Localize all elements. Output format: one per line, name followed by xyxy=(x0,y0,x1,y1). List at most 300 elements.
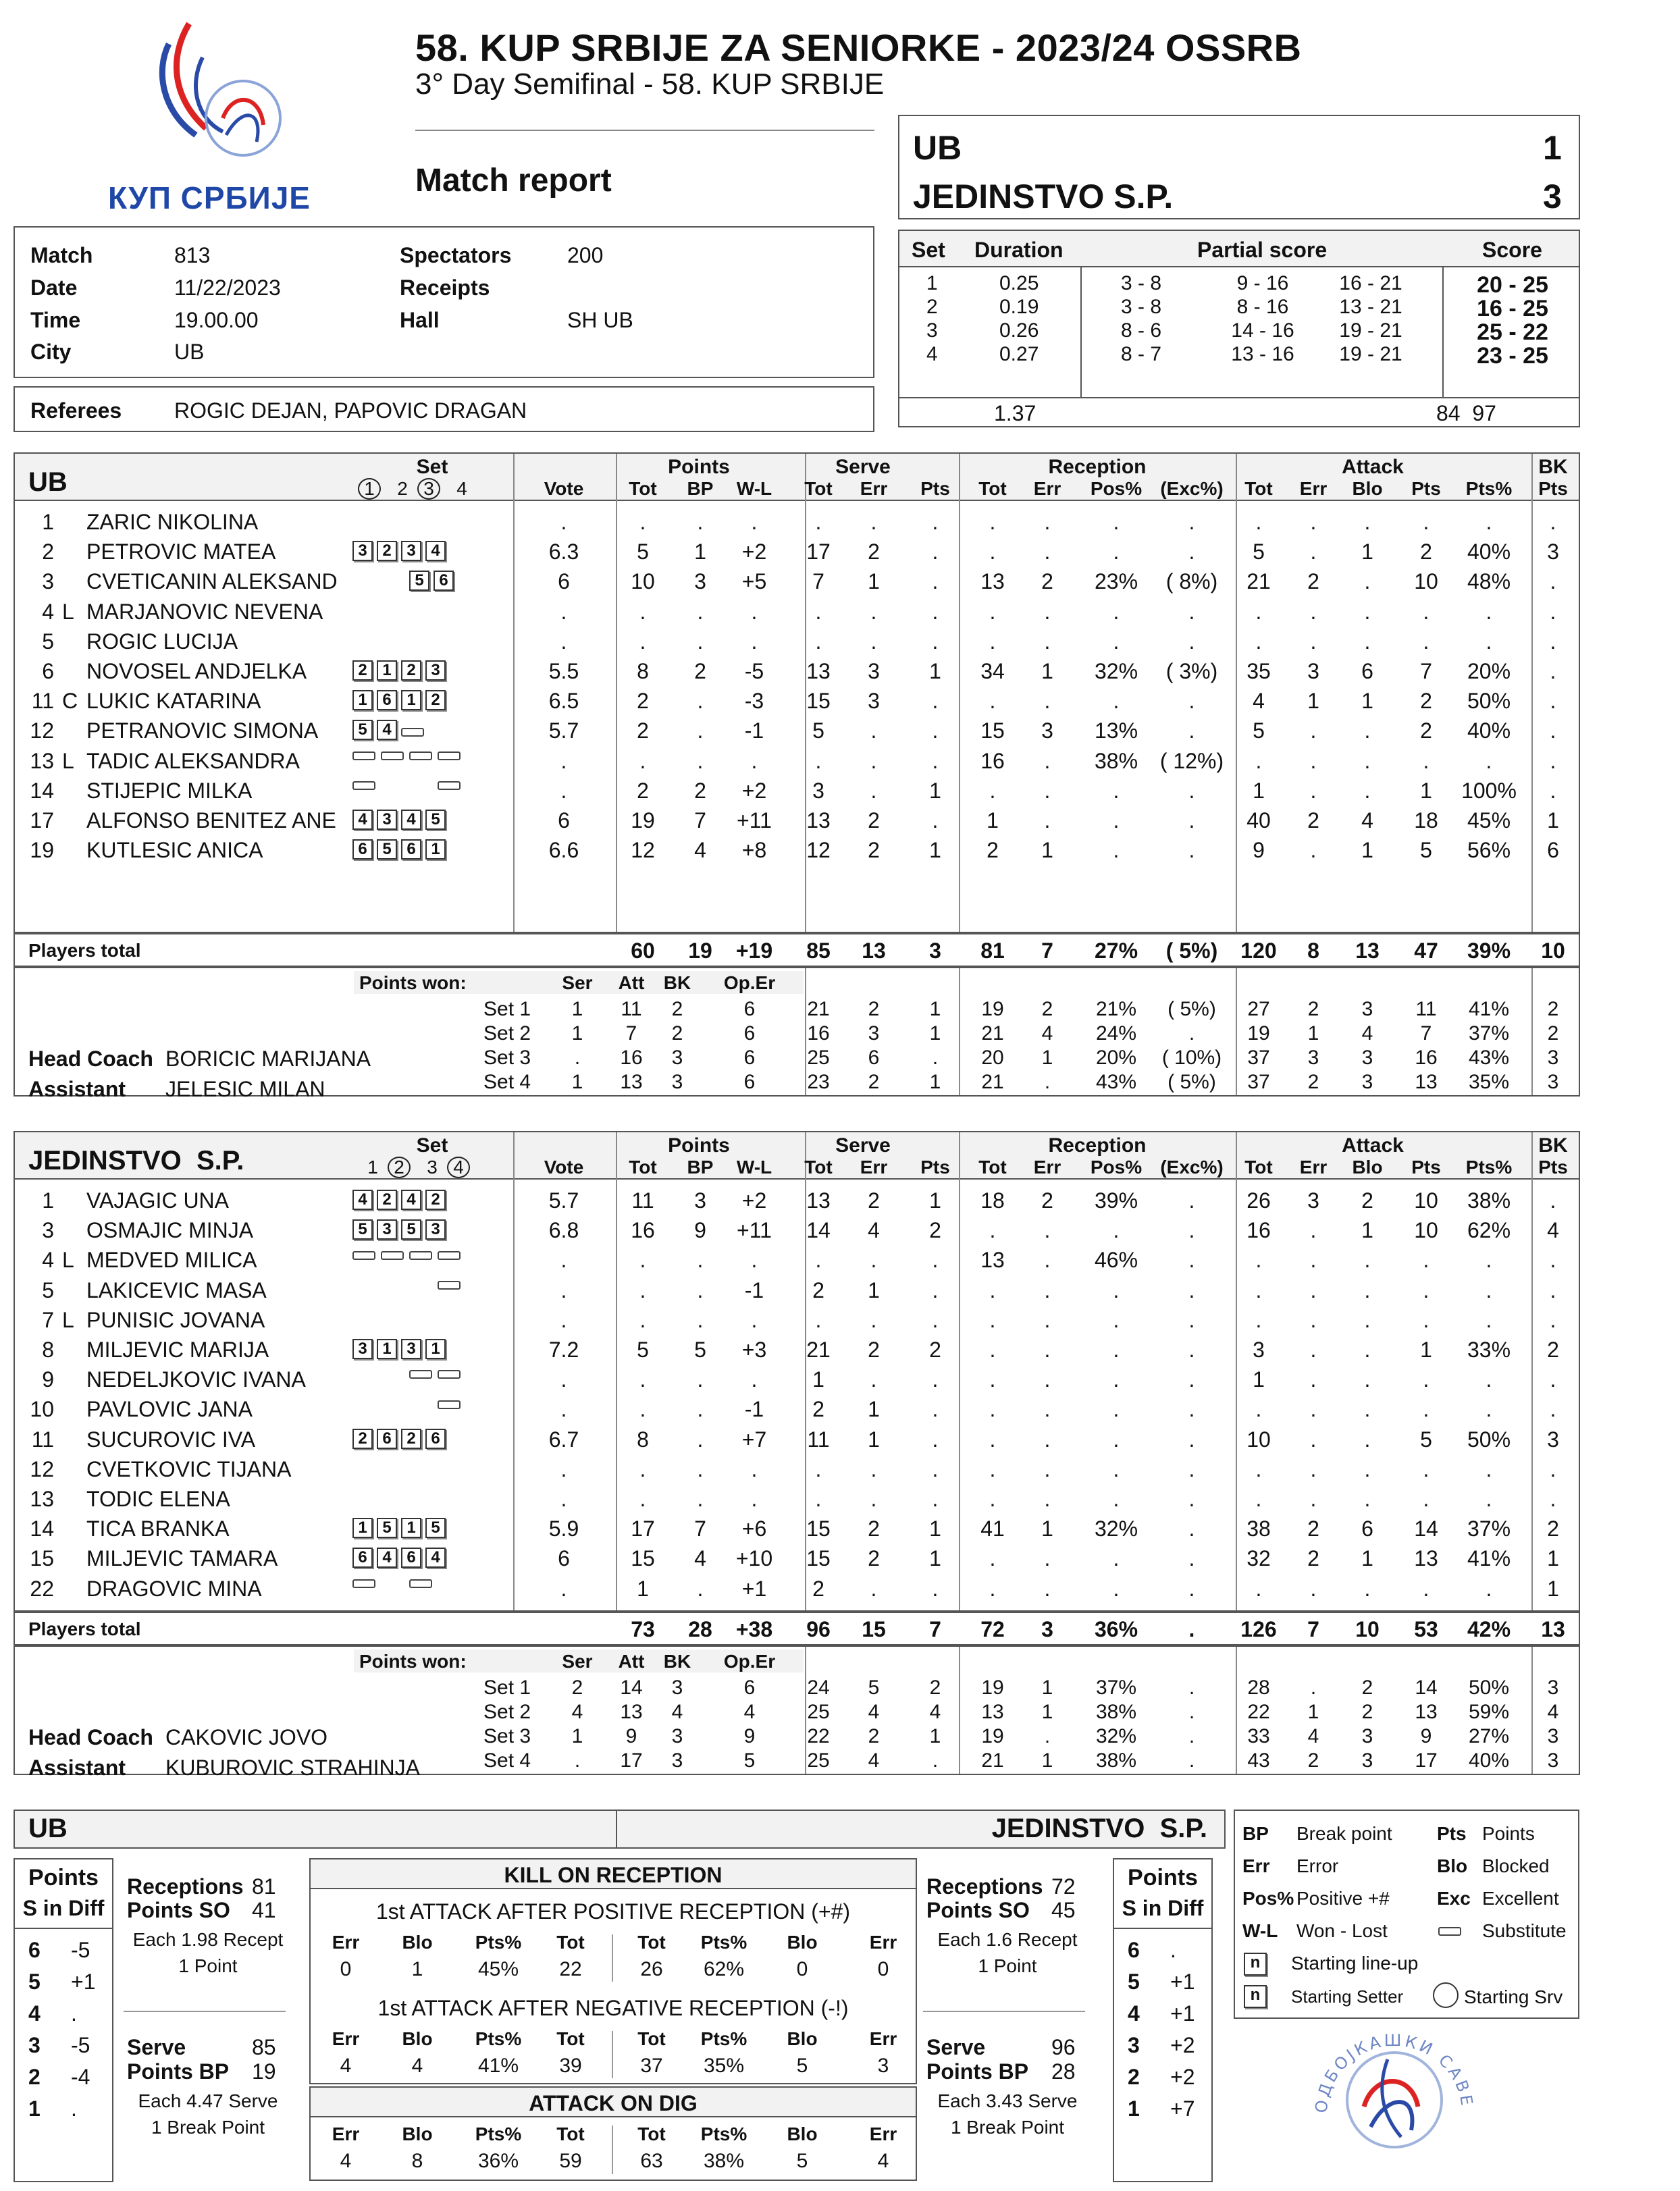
player-stat: 40% xyxy=(1467,539,1511,564)
legend-setter: Starting Setter xyxy=(1291,1986,1404,2007)
player-stat: 16 xyxy=(631,1218,655,1243)
player-set-positions xyxy=(352,750,466,762)
right-so-label: Points SO xyxy=(926,1898,1030,1922)
negative-reception-col-header: Pts% xyxy=(700,2028,747,2049)
player-stat: 2 xyxy=(1420,689,1432,714)
player-stat: . xyxy=(1044,539,1051,564)
left-receptions-value: 81 xyxy=(252,1874,276,1899)
player-number: 13 xyxy=(30,748,54,773)
player-stat: . xyxy=(870,718,877,743)
set-stat-value: . xyxy=(932,1749,939,1772)
points-won-value: 4 xyxy=(671,1701,683,1723)
player-number: 2 xyxy=(42,539,54,564)
team2-subheader-vote: Vote xyxy=(544,1157,584,1178)
player-number: 5 xyxy=(42,629,54,654)
total-stat: 27% xyxy=(1094,939,1138,963)
total-stat: 3 xyxy=(1041,1617,1053,1641)
set-stat-value: 3 xyxy=(1361,1749,1373,1772)
starting-position-box: 6 xyxy=(401,839,421,860)
player-stat: 2 xyxy=(1307,808,1319,833)
set-stat-value: ( 5%) xyxy=(1167,998,1216,1020)
player-stat: -5 xyxy=(744,659,764,683)
negative-reception-value: 4 xyxy=(340,2055,352,2077)
player-stat: 2 xyxy=(637,718,649,743)
team2-subheader-pos: Pos% xyxy=(1090,1157,1143,1178)
player-stat: . xyxy=(1364,599,1371,624)
player-stat: 15 xyxy=(980,718,1005,743)
team2-header-serve: Serve xyxy=(835,1134,891,1157)
points-won-set: Set 1 xyxy=(483,1677,531,1699)
points-won-header-bkw: BK xyxy=(663,972,691,993)
player-stat: . xyxy=(1188,1277,1195,1302)
player-stat: . xyxy=(1255,510,1262,534)
set-stat-value: 2 xyxy=(1307,1071,1319,1093)
player-stat: . xyxy=(1423,1456,1429,1481)
negative-reception-col-header: Blo xyxy=(402,2028,433,2049)
team2-header-line xyxy=(15,1178,1579,1180)
negative-reception-col-header: Tot xyxy=(637,2028,666,2049)
player-stat: 40% xyxy=(1467,718,1511,743)
substitute-icon xyxy=(352,1251,375,1260)
substitute-icon xyxy=(438,1281,461,1290)
left-stat-divider xyxy=(124,2011,286,2012)
player-stat: 41 xyxy=(980,1516,1005,1541)
player-stat: 2 xyxy=(812,1576,824,1601)
team2-points-won-label: Points won: xyxy=(359,1651,467,1672)
player-stat: . xyxy=(932,629,939,654)
player-stat: . xyxy=(1310,718,1317,743)
substitute-icon xyxy=(1438,1927,1461,1936)
player-stat: 1 xyxy=(929,838,941,863)
player-stat: 46% xyxy=(1094,1248,1138,1273)
total-stat: 7 xyxy=(1307,1617,1319,1641)
player-stat: . xyxy=(1486,629,1492,654)
total-stat: 10 xyxy=(1541,939,1565,963)
points-won-value: 3 xyxy=(671,1725,683,1747)
player-stat: . xyxy=(1113,1397,1120,1422)
player-stat: . xyxy=(751,748,758,773)
team1-coach-label: Head Coach xyxy=(28,1047,153,1071)
info-value-date: 11/22/2023 xyxy=(174,275,281,300)
player-stat: . xyxy=(1188,1487,1195,1511)
points-won-header-oper: Op.Er xyxy=(723,972,776,993)
starting-position-box: 1 xyxy=(401,690,421,710)
player-stat: . xyxy=(1310,1576,1317,1601)
team1-name: UB xyxy=(28,467,68,497)
player-stat: . xyxy=(1188,1338,1195,1362)
legend-srv: Starting Srv xyxy=(1464,1986,1563,2007)
player-name: KUTLESIC ANICA xyxy=(86,838,263,863)
set-stat-value: 11 xyxy=(1415,998,1437,1020)
total-stat: 96 xyxy=(806,1617,831,1641)
player-stat: . xyxy=(932,1277,939,1302)
player-stat: . xyxy=(1550,778,1556,803)
player-stat: . xyxy=(1044,1307,1051,1332)
team2-subheader-tot: Tot xyxy=(1244,1157,1273,1178)
player-stat: 18 xyxy=(1414,808,1438,833)
player-stat: . xyxy=(697,718,704,743)
player-stat: . xyxy=(815,599,822,624)
player-stat: +7 xyxy=(741,1427,767,1452)
player-stat: . xyxy=(1364,1397,1371,1422)
player-stat: . xyxy=(932,1307,939,1332)
player-row xyxy=(0,1218,1680,1248)
player-number: 6 xyxy=(42,659,54,683)
player-stat: 21 xyxy=(1246,569,1271,594)
sets-total-score: 84 97 xyxy=(1436,401,1496,425)
right-receptions-label: Receptions xyxy=(926,1874,1043,1899)
player-number: 3 xyxy=(42,569,54,594)
team2-subheader-tot: Tot xyxy=(978,1157,1007,1178)
player-stat: . xyxy=(1486,1277,1492,1302)
info-label-hall: Hall xyxy=(400,308,440,332)
set-stat-value: 19 xyxy=(1247,1022,1270,1045)
player-stat: . xyxy=(697,1248,704,1273)
player-stat: . xyxy=(932,689,939,714)
starting-position-box: 3 xyxy=(377,810,397,830)
sets-col-line xyxy=(1442,266,1444,398)
set-stat-value: 2 xyxy=(868,998,880,1020)
player-stat: . xyxy=(870,510,877,534)
set-stat-value: 19 xyxy=(981,1725,1004,1747)
player-stat: 50% xyxy=(1467,1427,1511,1452)
right-bp-value: 28 xyxy=(1051,2059,1076,2084)
player-stat: . xyxy=(560,748,567,773)
player-row xyxy=(0,1338,1680,1367)
points-won-set: Set 3 xyxy=(483,1047,531,1069)
player-stat: . xyxy=(1255,1248,1262,1273)
player-number: 5 xyxy=(42,1277,54,1302)
player-stat: 1 xyxy=(812,1367,824,1392)
player-row xyxy=(0,1188,1680,1218)
starting-position-box: 2 xyxy=(401,1429,421,1449)
player-role: L xyxy=(62,748,74,773)
player-stat: . xyxy=(870,1487,877,1511)
set-stat-value: 2 xyxy=(868,1071,880,1093)
player-stat: 6.7 xyxy=(548,1427,579,1452)
player-set-positions xyxy=(352,1518,450,1538)
player-stat: . xyxy=(870,1307,877,1332)
dig-title-line xyxy=(311,2116,916,2117)
player-stat: 2 xyxy=(1361,1188,1373,1213)
set-score: 20 - 25 xyxy=(1477,272,1548,298)
player-stat: . xyxy=(1423,1307,1429,1332)
team1-total-label: Players total xyxy=(28,940,141,961)
player-stat: 1 xyxy=(1361,1218,1373,1243)
legend-lineup: Starting line-up xyxy=(1291,1953,1419,1974)
player-stat: . xyxy=(989,1307,996,1332)
set-duration: 0.19 xyxy=(999,296,1039,318)
player-stat: 1 xyxy=(1547,1546,1559,1571)
set-stat-value: 38% xyxy=(1095,1749,1137,1772)
player-stat: 38% xyxy=(1094,748,1138,773)
points-won-header-att: Att xyxy=(618,1651,645,1672)
player-stat: . xyxy=(697,1427,704,1452)
starting-position-box: 2 xyxy=(377,1190,397,1210)
player-stat: . xyxy=(697,510,704,534)
team2-subheader-pts: Pts xyxy=(1538,1157,1568,1178)
player-stat: . xyxy=(1364,569,1371,594)
player-stat: . xyxy=(1486,1397,1492,1422)
total-stat: . xyxy=(1188,1617,1195,1641)
right-each-serve: Each 3.43 Serve xyxy=(937,2090,1078,2111)
player-stat: 2 xyxy=(868,1516,880,1541)
info-label-date: Date xyxy=(30,275,78,300)
set-stat-value: 2 xyxy=(1041,998,1053,1020)
positive-reception-value: 0 xyxy=(796,1958,808,1980)
team2-subheader-tot: Tot xyxy=(804,1157,833,1178)
player-stat: 38 xyxy=(1246,1516,1271,1541)
player-stat: . xyxy=(1188,1456,1195,1481)
total-stat: 8 xyxy=(1307,939,1319,963)
player-stat: 1 xyxy=(1253,1367,1265,1392)
set-stat-value: . xyxy=(1188,1749,1195,1772)
team1-subheader-tot: Tot xyxy=(804,478,833,499)
points-won-value: 2 xyxy=(571,1677,583,1699)
player-stat: . xyxy=(1113,838,1120,863)
set-stat-value: 17 xyxy=(1415,1749,1438,1772)
set-stat-value: 25 xyxy=(807,1047,830,1069)
player-stat: 13 xyxy=(980,1248,1005,1273)
team2-subheader-wl: W-L xyxy=(736,1157,772,1178)
positive-reception-value: 22 xyxy=(559,1958,582,1980)
team2-subheader-err: Err xyxy=(860,1157,888,1178)
set-stat-value: 3 xyxy=(1361,998,1373,1020)
set-stat-value: 3 xyxy=(1307,1047,1319,1069)
kill-title-line xyxy=(311,1888,916,1889)
team1-subheader-vote: Vote xyxy=(544,478,584,499)
player-stat: 3 xyxy=(868,659,880,683)
negative-reception-col-header: Tot xyxy=(556,2028,585,2049)
points-won-value: 9 xyxy=(625,1725,637,1747)
player-number: 9 xyxy=(42,1367,54,1392)
player-stat: 18 xyxy=(980,1188,1005,1213)
player-stat: . xyxy=(751,510,758,534)
sets-header-set: Set xyxy=(912,238,945,262)
player-stat: 13 xyxy=(806,659,831,683)
player-stat: 62% xyxy=(1467,1218,1511,1243)
total-stat: +38 xyxy=(735,1617,773,1641)
set-number: 4 xyxy=(456,478,467,499)
seal-emblem-icon xyxy=(1293,2019,1496,2188)
team1-header-attack: Attack xyxy=(1342,456,1404,478)
starting-position-box: 1 xyxy=(377,660,397,681)
points-won-value: 11 xyxy=(621,998,642,1020)
player-stat: . xyxy=(932,1427,939,1452)
legend-value: Substitute xyxy=(1482,1920,1567,1941)
points-won-value: 3 xyxy=(671,1047,683,1069)
player-name: CVETKOVIC TIJANA xyxy=(86,1456,292,1481)
team1-subheader-pts: Pts xyxy=(1538,478,1568,499)
player-stat: . xyxy=(560,629,567,654)
player-row xyxy=(0,1427,1680,1457)
player-stat: . xyxy=(1188,718,1195,743)
player-stat: . xyxy=(1255,748,1262,773)
set-stat-value: 3 xyxy=(1547,1071,1559,1093)
player-stat: . xyxy=(1550,748,1556,773)
total-stat: 39% xyxy=(1467,939,1511,963)
info-label-city: City xyxy=(30,340,72,364)
starting-position-box: 4 xyxy=(425,541,446,561)
player-stat: . xyxy=(1255,1576,1262,1601)
player-stat: 2 xyxy=(812,1397,824,1422)
starting-position-box: 2 xyxy=(377,541,397,561)
player-stat: 1 xyxy=(1361,539,1373,564)
player-stat: 6 xyxy=(1361,659,1373,683)
player-stat: . xyxy=(639,629,646,654)
player-stat: . xyxy=(751,1367,758,1392)
set-partial-21: 16 - 21 xyxy=(1339,272,1402,294)
player-row xyxy=(0,1367,1680,1397)
summary-left-team: UB xyxy=(28,1814,68,1843)
starting-position-box: 4 xyxy=(377,720,397,740)
starting-position-box: 5 xyxy=(425,1518,446,1538)
match-subtitle: 3° Day Semifinal - 58. KUP SRBIJE xyxy=(415,68,885,101)
player-stat: 50% xyxy=(1467,689,1511,714)
points-won-value: 6 xyxy=(743,1022,756,1045)
negative-reception-value: 5 xyxy=(796,2055,808,2077)
player-set-positions xyxy=(352,631,466,643)
rotation-number: 5 xyxy=(1128,1970,1140,1994)
points-won-set: Set 2 xyxy=(483,1022,531,1045)
substitute-icon xyxy=(438,751,461,760)
player-set-positions xyxy=(352,720,458,740)
player-stat: 2 xyxy=(694,659,706,683)
player-stat: . xyxy=(1188,778,1195,803)
total-stat: 13 xyxy=(1541,1617,1565,1641)
total-stat: 81 xyxy=(980,939,1005,963)
dig-value: 8 xyxy=(411,2150,423,2172)
cup-logo xyxy=(88,17,331,215)
player-stat: . xyxy=(639,510,646,534)
player-stat: 2 xyxy=(868,539,880,564)
player-stat: . xyxy=(1364,510,1371,534)
points-won-header-ser: Ser xyxy=(562,1651,593,1672)
player-stat: 1 xyxy=(929,1516,941,1541)
player-row xyxy=(0,1577,1680,1606)
player-stat: . xyxy=(989,1338,996,1362)
rotation-diff: -4 xyxy=(71,2065,90,2089)
player-stat: 16 xyxy=(980,748,1005,773)
set-stat-value: 24 xyxy=(807,1677,830,1699)
rotation-diff: . xyxy=(1170,1938,1176,1962)
team1-subheader-pos: Pos% xyxy=(1090,478,1143,499)
info-value-spectators: 200 xyxy=(567,243,604,267)
set-stat-value: 3 xyxy=(1361,1071,1373,1093)
team1-subheader-bp: BP xyxy=(687,478,714,499)
player-stat: 4 xyxy=(694,838,706,863)
legend-value: Excellent xyxy=(1482,1888,1559,1909)
set-stat-value: 37% xyxy=(1095,1677,1137,1699)
substitute-icon xyxy=(438,1370,461,1379)
player-stat: . xyxy=(1310,1218,1317,1243)
set-stat-value: 21 xyxy=(981,1749,1004,1772)
player-row xyxy=(0,1546,1680,1576)
player-stat: . xyxy=(1364,778,1371,803)
set-stat-value: . xyxy=(1044,1725,1051,1747)
set-stat-value: 21% xyxy=(1095,998,1137,1020)
player-stat: . xyxy=(1550,1397,1556,1422)
player-row xyxy=(0,838,1680,868)
player-stat: . xyxy=(1550,629,1556,654)
player-stat: 10 xyxy=(1414,569,1438,594)
player-stat: . xyxy=(560,1397,567,1422)
player-stat: 32% xyxy=(1094,659,1138,683)
set-stat-value: 1 xyxy=(929,1022,941,1045)
set-stat-value: 16 xyxy=(807,1022,830,1045)
player-stat: 6 xyxy=(558,1546,570,1571)
team2-assistant-name: KUBUROVIC STRAHINJA xyxy=(165,1756,420,1780)
sets-total-duration: 1.37 xyxy=(994,401,1036,425)
team2-subheader-pts: Pts xyxy=(1411,1157,1441,1178)
rotation-diff: +1 xyxy=(71,1970,96,1994)
player-stat: . xyxy=(1188,510,1195,534)
player-stat: . xyxy=(1364,1576,1371,1601)
set-score: 25 - 22 xyxy=(1477,319,1548,345)
player-number: 3 xyxy=(42,1218,54,1243)
legend-value: Won - Lost xyxy=(1296,1920,1388,1941)
starting-position-box: 6 xyxy=(401,1548,421,1568)
starting-position-box: 6 xyxy=(377,1429,397,1449)
substitute-icon xyxy=(438,1400,461,1409)
player-stat: . xyxy=(815,748,822,773)
player-stat: 2 xyxy=(1307,569,1319,594)
player-stat: 5 xyxy=(1253,718,1265,743)
set-partial-21: 13 - 21 xyxy=(1339,296,1402,318)
player-stat: . xyxy=(1113,1576,1120,1601)
player-stat: +1 xyxy=(741,1576,767,1601)
player-stat: 7.2 xyxy=(548,1338,579,1362)
player-stat: . xyxy=(1113,1367,1120,1392)
legend-key: Exc xyxy=(1437,1888,1471,1909)
player-row xyxy=(0,808,1680,838)
starting-position-box: 4 xyxy=(425,1548,446,1568)
player-stat: . xyxy=(1044,1397,1051,1422)
left-so-label: Points SO xyxy=(127,1898,230,1922)
points-won-value: 13 xyxy=(620,1071,643,1093)
legend-key: Pts xyxy=(1437,1823,1467,1844)
set-stat-value: 2 xyxy=(1361,1677,1373,1699)
player-stat: 2 xyxy=(929,1218,941,1243)
player-name: NOVOSEL ANDJELKA xyxy=(86,659,307,683)
player-stat: . xyxy=(1310,778,1317,803)
dig-col-header: Blo xyxy=(787,2123,818,2144)
player-stat: 4 xyxy=(1361,808,1373,833)
player-stat: . xyxy=(1044,1248,1051,1273)
starting-position-box: 3 xyxy=(352,541,373,561)
player-stat: . xyxy=(1188,1516,1195,1541)
player-stat: . xyxy=(989,539,996,564)
player-stat: . xyxy=(815,510,822,534)
player-stat: . xyxy=(1255,1277,1262,1302)
player-stat: . xyxy=(1044,689,1051,714)
player-stat: 3 xyxy=(812,778,824,803)
player-stat: +2 xyxy=(741,778,767,803)
player-stat: . xyxy=(639,599,646,624)
team2-subheader-err: Err xyxy=(1033,1157,1061,1178)
player-stat: 1 xyxy=(1420,1338,1432,1362)
set-number: 1 xyxy=(926,272,938,294)
player-stat: 10 xyxy=(1414,1188,1438,1213)
team1-subheader-pts: Pts xyxy=(1411,478,1441,499)
player-stat: . xyxy=(751,599,758,624)
substitute-icon xyxy=(352,751,375,760)
player-stat: 2 xyxy=(868,838,880,863)
positive-reception-col-header: Err xyxy=(869,1932,897,1953)
points-won-value: 6 xyxy=(743,1071,756,1093)
rotation-diff: +1 xyxy=(1170,2001,1195,2026)
report-label: Match report xyxy=(415,163,612,199)
